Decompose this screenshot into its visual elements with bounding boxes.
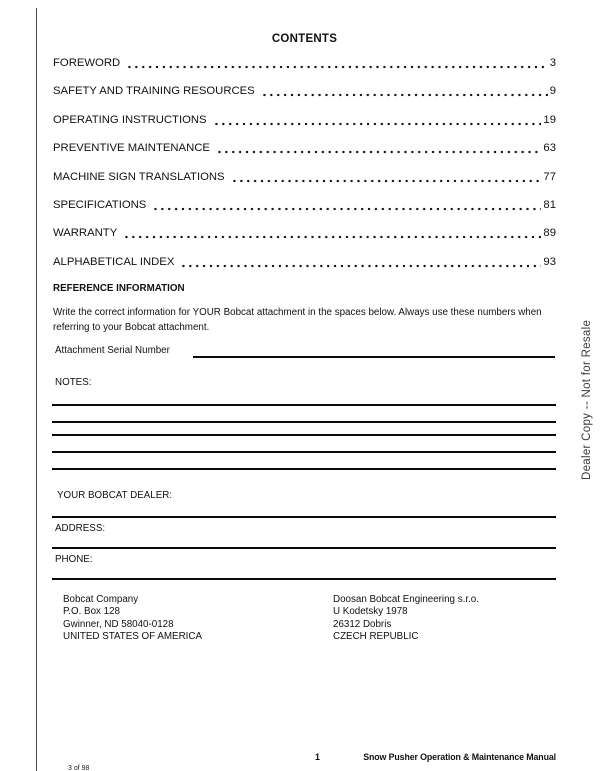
toc-page-number: 81 — [543, 198, 556, 211]
dot-leader — [231, 171, 542, 184]
publisher-line: UNITED STATES OF AMERICA — [63, 631, 202, 643]
dot-leader — [126, 57, 548, 70]
footer-page-number: 1 — [315, 752, 320, 762]
notes-blank-line — [52, 434, 556, 436]
publisher-line: 26312 Dobris — [333, 618, 392, 630]
dealer-label: YOUR BOBCAT DEALER: — [57, 490, 173, 501]
phone-label: PHONE: — [55, 554, 93, 565]
dot-leader — [216, 142, 541, 155]
notes-blank-line — [52, 421, 556, 423]
publisher-line: CZECH REPUBLIC — [333, 631, 419, 643]
dealer-copy-watermark: Dealer Copy -- Not for Resale — [581, 319, 593, 481]
publisher-address-us — [63, 594, 202, 644]
toc-page-number: 77 — [543, 170, 556, 183]
dot-leader — [152, 199, 541, 212]
reference-information-body — [53, 305, 542, 335]
address-blank-line — [52, 547, 556, 549]
toc-page-number: 19 — [543, 113, 556, 126]
toc-page-number: 89 — [543, 227, 556, 240]
toc-page-number: 63 — [543, 142, 556, 155]
publisher-line: Gwinner, ND 58040-0128 — [63, 618, 174, 630]
toc-page-number: 9 — [549, 85, 556, 98]
toc-entry-operating — [53, 114, 556, 142]
toc-entry-specifications — [53, 199, 556, 227]
toc-label: SAFETY AND TRAINING RESOURCES — [53, 85, 255, 98]
toc-page-number: 3 — [549, 57, 556, 69]
toc-label: SPECIFICATIONS — [53, 198, 147, 211]
toc-entry-foreword — [53, 57, 556, 85]
toc-page-number: 93 — [543, 255, 556, 268]
contents-heading: CONTENTS — [271, 33, 338, 45]
table-of-contents — [53, 57, 556, 284]
dot-leader — [261, 85, 548, 98]
notes-blank-line — [52, 451, 556, 453]
publisher-line: P.O. Box 128 — [63, 606, 121, 618]
toc-label: WARRANTY — [53, 227, 118, 240]
dot-leader — [123, 227, 541, 240]
publisher-line: Bobcat Company — [63, 594, 139, 605]
toc-label: MACHINE SIGN TRANSLATIONS — [53, 170, 225, 183]
sheet-counter: 3 of 98 — [68, 765, 90, 771]
serial-number-blank-line — [193, 356, 555, 358]
toc-entry-safety — [53, 85, 556, 113]
toc-entry-translations — [53, 171, 556, 199]
toc-label: OPERATING INSTRUCTIONS — [53, 113, 207, 126]
publisher-line: U Kodetsky 1978 — [333, 606, 408, 618]
notes-blank-line — [52, 404, 556, 406]
reference-body-line: referring to your Bobcat attachment. — [53, 322, 210, 334]
notes-label: NOTES: — [55, 377, 92, 388]
toc-label: FOREWORD — [53, 57, 121, 69]
toc-label: ALPHABETICAL INDEX — [53, 255, 175, 268]
dot-leader — [180, 256, 541, 269]
toc-entry-index — [53, 256, 556, 284]
publisher-address-cz — [333, 594, 479, 644]
dealer-blank-line — [52, 516, 556, 518]
dot-leader — [213, 114, 542, 127]
reference-information-heading: REFERENCE INFORMATION — [53, 283, 185, 294]
address-label: ADDRESS: — [55, 523, 106, 534]
publisher-line: Doosan Bobcat Engineering s.r.o. — [333, 594, 479, 605]
reference-body-line: Write the correct information for YOUR Bobcat attachment in the spaces below. Always use these numbers when — [53, 307, 542, 318]
toc-entry-warranty — [53, 227, 556, 255]
footer-manual-title: Snow Pusher Operation & Maintenance Manual — [363, 752, 556, 762]
scan-edge-line — [36, 8, 37, 771]
toc-entry-maintenance — [53, 142, 556, 170]
phone-blank-line — [52, 578, 556, 580]
toc-label: PREVENTIVE MAINTENANCE — [53, 142, 210, 155]
notes-blank-line — [52, 468, 556, 470]
serial-number-label: Attachment Serial Number — [55, 345, 170, 356]
